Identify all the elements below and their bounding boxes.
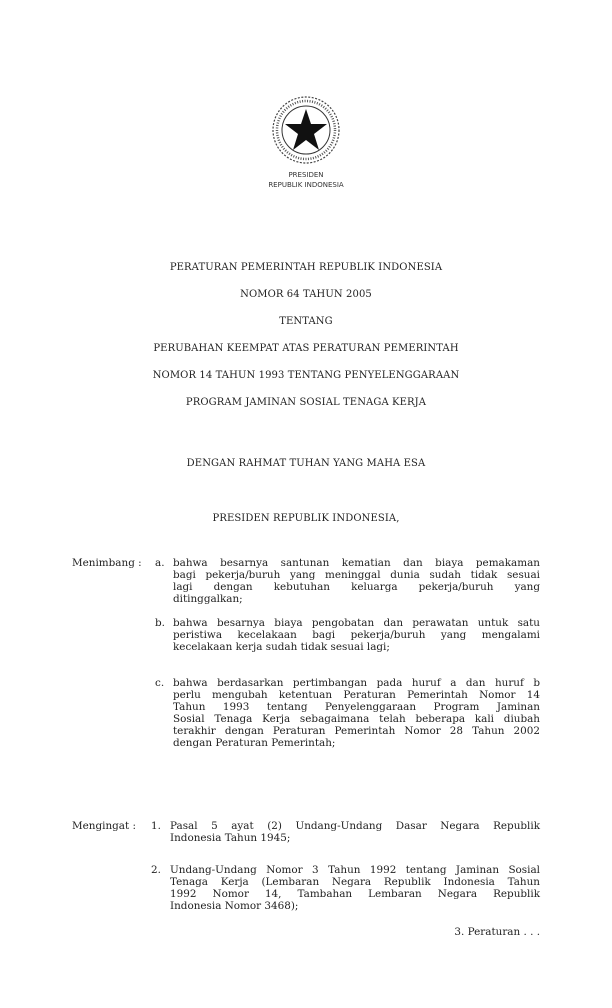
text-line: peristiwa kecelakaan bagi pekerja/buruh yang mengalami [173,629,540,641]
text-line: Pasal 5 ayat (2) Undang-Undang Dasar Negara Republik [170,820,540,832]
item-text [170,820,540,844]
item-number: 2. [151,864,161,876]
item-text [173,677,540,749]
item-text [170,864,540,912]
item-text [173,557,540,605]
text-line: bahwa berdasarkan pertimbangan pada huruf a dan huruf b [173,677,540,689]
text-line: lagi dengan kebutuhan keluarga pekerja/buruh yang [173,581,540,593]
title-line: PERUBAHAN KEEMPAT ATAS PERATURAN PEMERINTAH [153,343,459,354]
text-line: bahwa besarnya biaya pengobatan dan perawatan untuk satu [173,617,540,629]
text-line: terakhir dengan Peraturan Pemerintah Nomor 28 Tahun 2002 [173,725,540,737]
text-line: Tahun 1993 tentang Penyelenggaraan Program Jaminan [173,701,540,713]
item-number: 1. [151,820,161,832]
item-number: b. [155,617,165,629]
text-line: bagi pekerja/buruh yang meninggal dunia sudah tidak sesuai [173,569,540,581]
page-continuation: 3. Peraturan . . . [454,926,540,938]
title-line: NOMOR 14 TAHUN 1993 TENTANG PENYELENGGARAAN [152,370,460,381]
invocation: DENGAN RAHMAT TUHAN YANG MAHA ESA [186,458,426,469]
text-line: kecelakaan kerja sudah tidak sesuai lagi; [173,641,390,653]
text-line: perlu mengubah ketentuan Peraturan Pemerintah Nomor 14 [173,689,540,701]
title-line: NOMOR 64 TAHUN 2005 [240,289,372,300]
seal-caption-president: PRESIDEN [288,171,324,179]
text-line: Tenaga Kerja (Lembaran Negara Republik Indonesia Tahun [170,876,540,888]
item-number: c. [155,677,165,689]
item-text [173,617,540,653]
title-line: PROGRAM JAMINAN SOSIAL TENAGA KERJA [185,397,427,408]
mengingat-label: Mengingat : [72,820,136,832]
item-number: a. [155,557,165,569]
president-heading: PRESIDEN REPUBLIK INDONESIA, [212,513,400,524]
garuda-star-emblem [270,94,342,166]
menimbang-label: Menimbang : [72,557,142,569]
title-line: PERATURAN PEMERINTAH REPUBLIK INDONESIA [169,262,443,273]
text-line: dengan Peraturan Pemerintah; [173,737,336,749]
text-line: 1992 Nomor 14, Tambahan Lembaran Negara Republik [170,888,540,900]
text-line: bahwa besarnya santunan kematian dan biaya pemakaman [173,557,540,569]
text-line: Sosial Tenaga Kerja sebagaimana telah beberapa kali diubah [173,713,540,725]
seal-caption-republic: REPUBLIK INDONESIA [268,181,344,189]
text-line: ditinggalkan; [173,593,243,605]
text-line: Undang-Undang Nomor 3 Tahun 1992 tentang Jaminan Sosial [170,864,540,876]
text-line: Indonesia Tahun 1945; [170,832,291,844]
title-line: TENTANG [279,316,333,327]
text-line: Indonesia Nomor 3468); [170,900,299,912]
